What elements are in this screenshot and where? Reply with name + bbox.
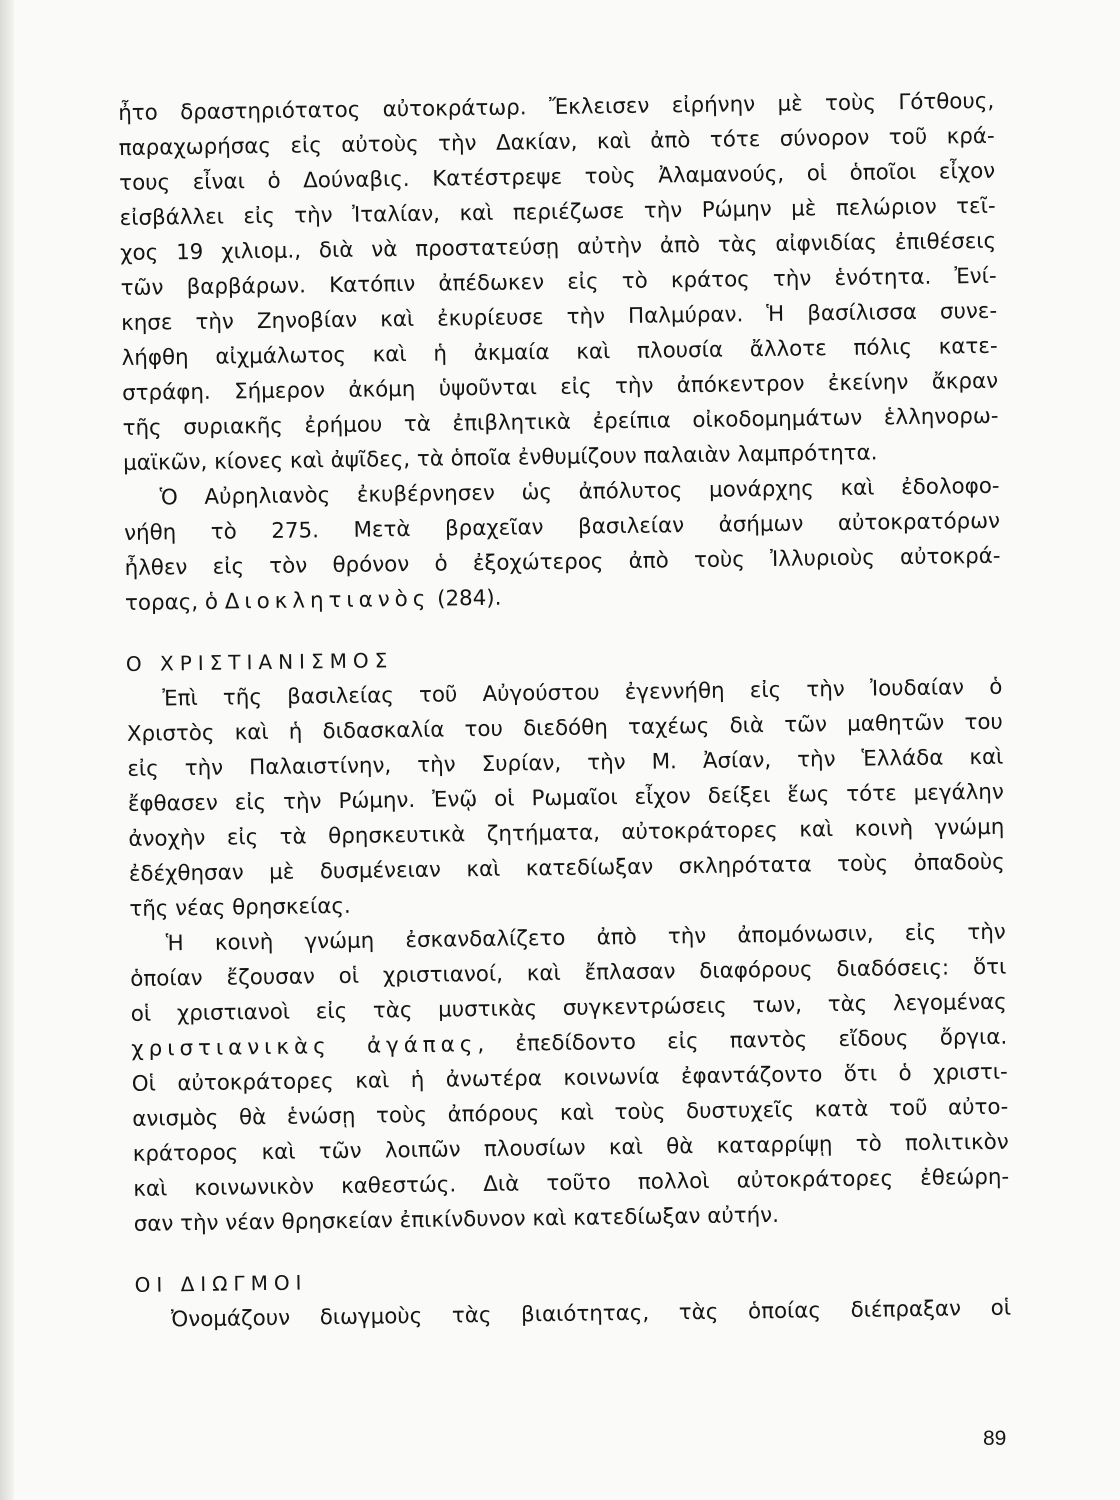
text-line: τῆς νέας θρησκείας. <box>129 893 351 922</box>
text-line: ὁποίαν ἔζουσαν οἱ χριστιανοί, καὶ ἔπλασαν διαφόρους διαδόσεις: ὅτι <box>130 954 1007 992</box>
text-line: εἰς τὴν Παλαιστίνην, τὴν Συρίαν, τὴν Μ. Ἀσίαν, τὴν Ἑλλάδα καὶ <box>127 744 1004 782</box>
text-line: ανισμὸς θὰ ἑνώσῃ τοὺς ἀπόρους καὶ τοὺς δυστυχεῖς κατὰ τοῦ αὐτο- <box>132 1094 1009 1132</box>
text-line: οἱ χριστιανοὶ εἰς τὰς μυστικὰς συγκεντρώσεις των, τὰς λεγομένας <box>130 989 1007 1027</box>
spaced-name-diocletian: Διοκλητιανὸς <box>224 586 431 615</box>
text-line: καὶ κοινωνικὸν καθεστώς. Διὰ τοῦτο πολλοὶ αὐτοκράτορες ἐθεώρη- <box>133 1164 1010 1202</box>
page-number: 89 <box>983 1427 1007 1450</box>
text-line: τῶν βαρβάρων. Κατόπιν ἀπέδωκεν εἰς τὸ κράτος τὴν ἑνότητα. Ἐνί- <box>120 263 997 301</box>
text-line: παραχωρήσας εἰς αὐτοὺς τὴν Δακίαν, καὶ ἀπὸ τότε σύνορον τοῦ κρά- <box>118 123 995 161</box>
text-line: τους εἶναι ὁ Δούναβις. Κατέστρεψε τοὺς Ἀλαμανούς, οἱ ὁποῖοι εἶχον <box>119 158 996 196</box>
text-line: Οἱ αὐτοκράτορες καὶ ἡ ἀνωτέρα κοινωνία ἐφαντάζοντο ὅτι ὁ χριστι- <box>131 1059 1008 1097</box>
text-line: Ἡ κοινὴ γνώμη ἐσκανδαλίζετο ἀπὸ τὴν ἀπομόνωσιν, εἰς τὴν <box>165 919 1006 957</box>
text-line: ἀνοχὴν εἰς τὰ θρησκευτικὰ ζητήματα, αὐτοκράτορες καὶ κοινὴ γνώμη <box>128 814 1005 852</box>
text-line: στράφη. Σήμερον ἀκόμη ὑψοῦνται εἰς τὴν ἀπόκεντρον ἐκείνην ἄκραν <box>121 368 999 406</box>
page-edge <box>0 0 14 1500</box>
text-line: κησε τὴν Ζηνοβίαν καὶ ἐκυρίευσε τὴν Παλμύραν. Ἡ βασίλισσα συνε- <box>121 298 998 336</box>
text-line: εἰσβάλλει εἰς τὴν Ἰταλίαν, καὶ περιέζωσε τὴν Ρώμην μὲ πελώριον τεῖ- <box>119 193 996 231</box>
text-fragment: τορας, ὁ <box>124 589 225 616</box>
text-line: Χριστὸς καὶ ἡ διδασκαλία του διεδόθη ταχέως διὰ τῶν μαθητῶν του <box>126 709 1004 747</box>
text-line: ἐδέχθησαν μὲ δυσμένειαν καὶ κατεδίωξαν σκληρότατα τοὺς ὀπαδοὺς <box>128 849 1005 887</box>
text-line: σαν τὴν νέαν θρησκείαν ἐπικίνδυνον καὶ κατεδίωξαν αὐτήν. <box>133 1202 780 1237</box>
text-line: νήθη τὸ 275. Μετὰ βραχεῖαν βασιλείαν ἀσήμων αὐτοκρατόρων <box>123 508 1001 546</box>
text-line: χος 19 χιλιομ., διὰ νὰ προστατεύσῃ αὐτὴν ἀπὸ τὰς αἰφνιδίας ἐπιθέσεις <box>120 228 997 266</box>
text-line: Ἐπὶ τῆς βασιλείας τοῦ Αὐγούστου ἐγεννήθη εἰς τὴν Ἰουδαίαν ὁ <box>162 674 1003 712</box>
text-line: μαϊκῶν, κίονες καὶ ἀψῖδες, τὰ ὁποῖα ἐνθυμίζουν παλαιὰν λαμπρότητα. <box>122 440 878 476</box>
text-line: ἦλθεν εἰς τὸν θρόνον ὁ ἐξοχώτερος ἀπὸ τοὺς Ἰλλυριοὺς αὐτοκρά- <box>124 543 1001 581</box>
text-line: Ὁ Αὐρηλιανὸς ἐκυβέρνησεν ὡς ἀπόλυτος μονάρχης καὶ ἐδολοφο- <box>159 473 1000 511</box>
text-line: ἦτο δραστηριότατος αὐτοκράτωρ. Ἔκλεισεν εἰρήνην μὲ τοὺς Γότθους, <box>118 88 995 126</box>
text-fragment: (284). <box>430 585 502 612</box>
text-fragment: , ἐπεδίδοντο εἰς παντὸς εἴδους ὄργια. <box>477 1024 1008 1058</box>
spaced-phrase-agape: χριστιανικὰς ἀγάπας <box>131 1032 478 1062</box>
text-line: ἔφθασεν εἰς τὴν Ρώμην. Ἐνῷ οἱ Ρωμαῖοι εἶχον δείξει ἕως τότε μεγάλην <box>127 779 1004 817</box>
section-heading-persecutions: ΟΙ ΔΙΩΓΜΟΙ <box>134 1270 308 1297</box>
text-line: τῆς συριακῆς ἐρήμου τὰ ἐπιβλητικὰ ἐρείπια οἰκοδομημάτων ἑλληνορω- <box>122 403 999 441</box>
text-line: λήφθη αἰχμάλωτος καὶ ἡ ἀκμαία καὶ πλουσία ἄλλοτε πόλις κατε- <box>121 333 998 371</box>
text-line: Ὀνομάζουν διωγμοὺς τὰς βιαιότητας, τὰς ὁποίας διέπραξαν οἱ <box>170 1295 1012 1333</box>
section-heading-christianity: Ο ΧΡΙΣΤΙΑΝΙΣΜΟΣ <box>125 648 394 676</box>
text-line: κράτορος καὶ τῶν λοιπῶν πλουσίων καὶ θὰ καταρρίψῃ τὸ πολιτικὸν <box>132 1129 1009 1167</box>
book-page-text <box>118 84 1011 1338</box>
